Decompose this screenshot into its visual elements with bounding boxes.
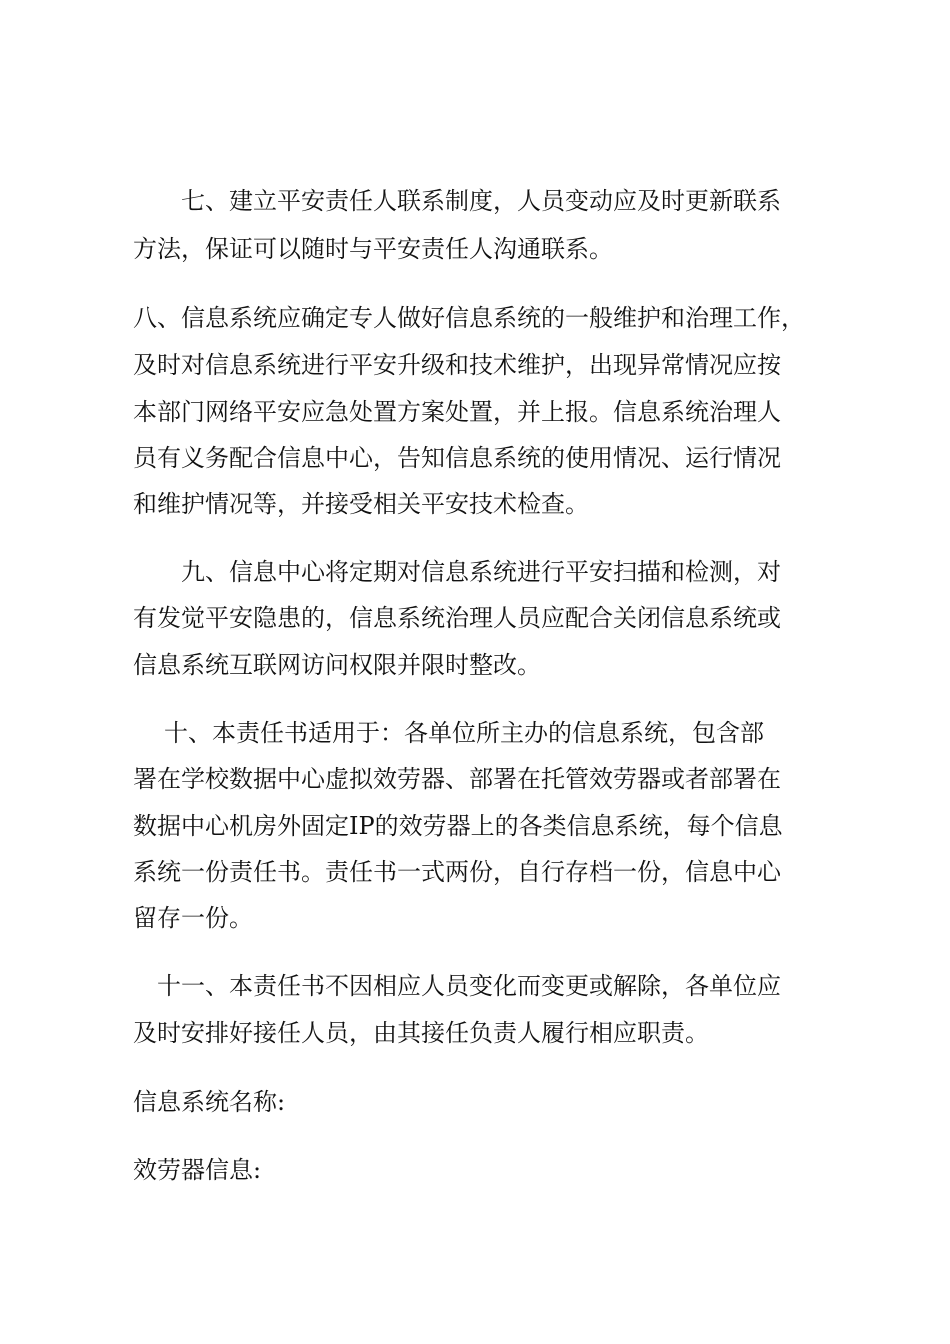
item-11-line-1: 十一、本责任书不因相应人员变化而变更或解除，各单位应 (157, 972, 781, 1000)
item-10-line-5: 留存一份。 (133, 904, 253, 932)
item-10-line-4: 系统一份责任书。责任书一式两份，自行存档一份，信息中心 (133, 858, 781, 886)
item-10-line-3: 数据中心机房外固定IP的效劳器上的各类信息系统，每个信息 (133, 812, 783, 840)
server-info-label: 效劳器信息: (133, 1156, 262, 1184)
item-9-line-2: 有发觉平安隐患的，信息系统治理人员应配合关闭信息系统或 (133, 604, 781, 632)
item-7-line-1: 七、建立平安责任人联系制度，人员变动应及时更新联系 (181, 187, 781, 215)
item-8-line-4: 员有义务配合信息中心，告知信息系统的使用情况、运行情况 (133, 444, 781, 472)
item-11-line-2: 及时安排好接任人员，由其接任负责人履行相应职责。 (133, 1019, 709, 1047)
item-8-line-3: 本部门网络平安应急处置方案处置，并上报。信息系统治理人 (133, 398, 781, 426)
item-9-line-3: 信息系统互联网访问权限并限时整改。 (133, 651, 541, 679)
item-9-line-1: 九、信息中心将定期对信息系统进行平安扫描和检测，对 (181, 558, 781, 586)
item-10-line-1: 十、本责任书适用于：各单位所主办的信息系统，包含部 (164, 719, 764, 747)
item-10-line-2: 署在学校数据中心虚拟效劳器、部署在托管效劳器或者部署在 (133, 765, 781, 793)
system-name-label: 信息系统名称: (133, 1088, 286, 1116)
item-7-line-2: 方法，保证可以随时与平安责任人沟通联系。 (133, 235, 613, 263)
item-8-line-1: 八、信息系统应确定专人做好信息系统的一般维护和治理工作， (133, 304, 805, 332)
item-8-line-2: 及时对信息系统进行平安升级和技术维护，出现异常情况应按 (133, 351, 781, 379)
item-8-line-5: 和维护情况等，并接受相关平安技术检查。 (133, 490, 589, 518)
